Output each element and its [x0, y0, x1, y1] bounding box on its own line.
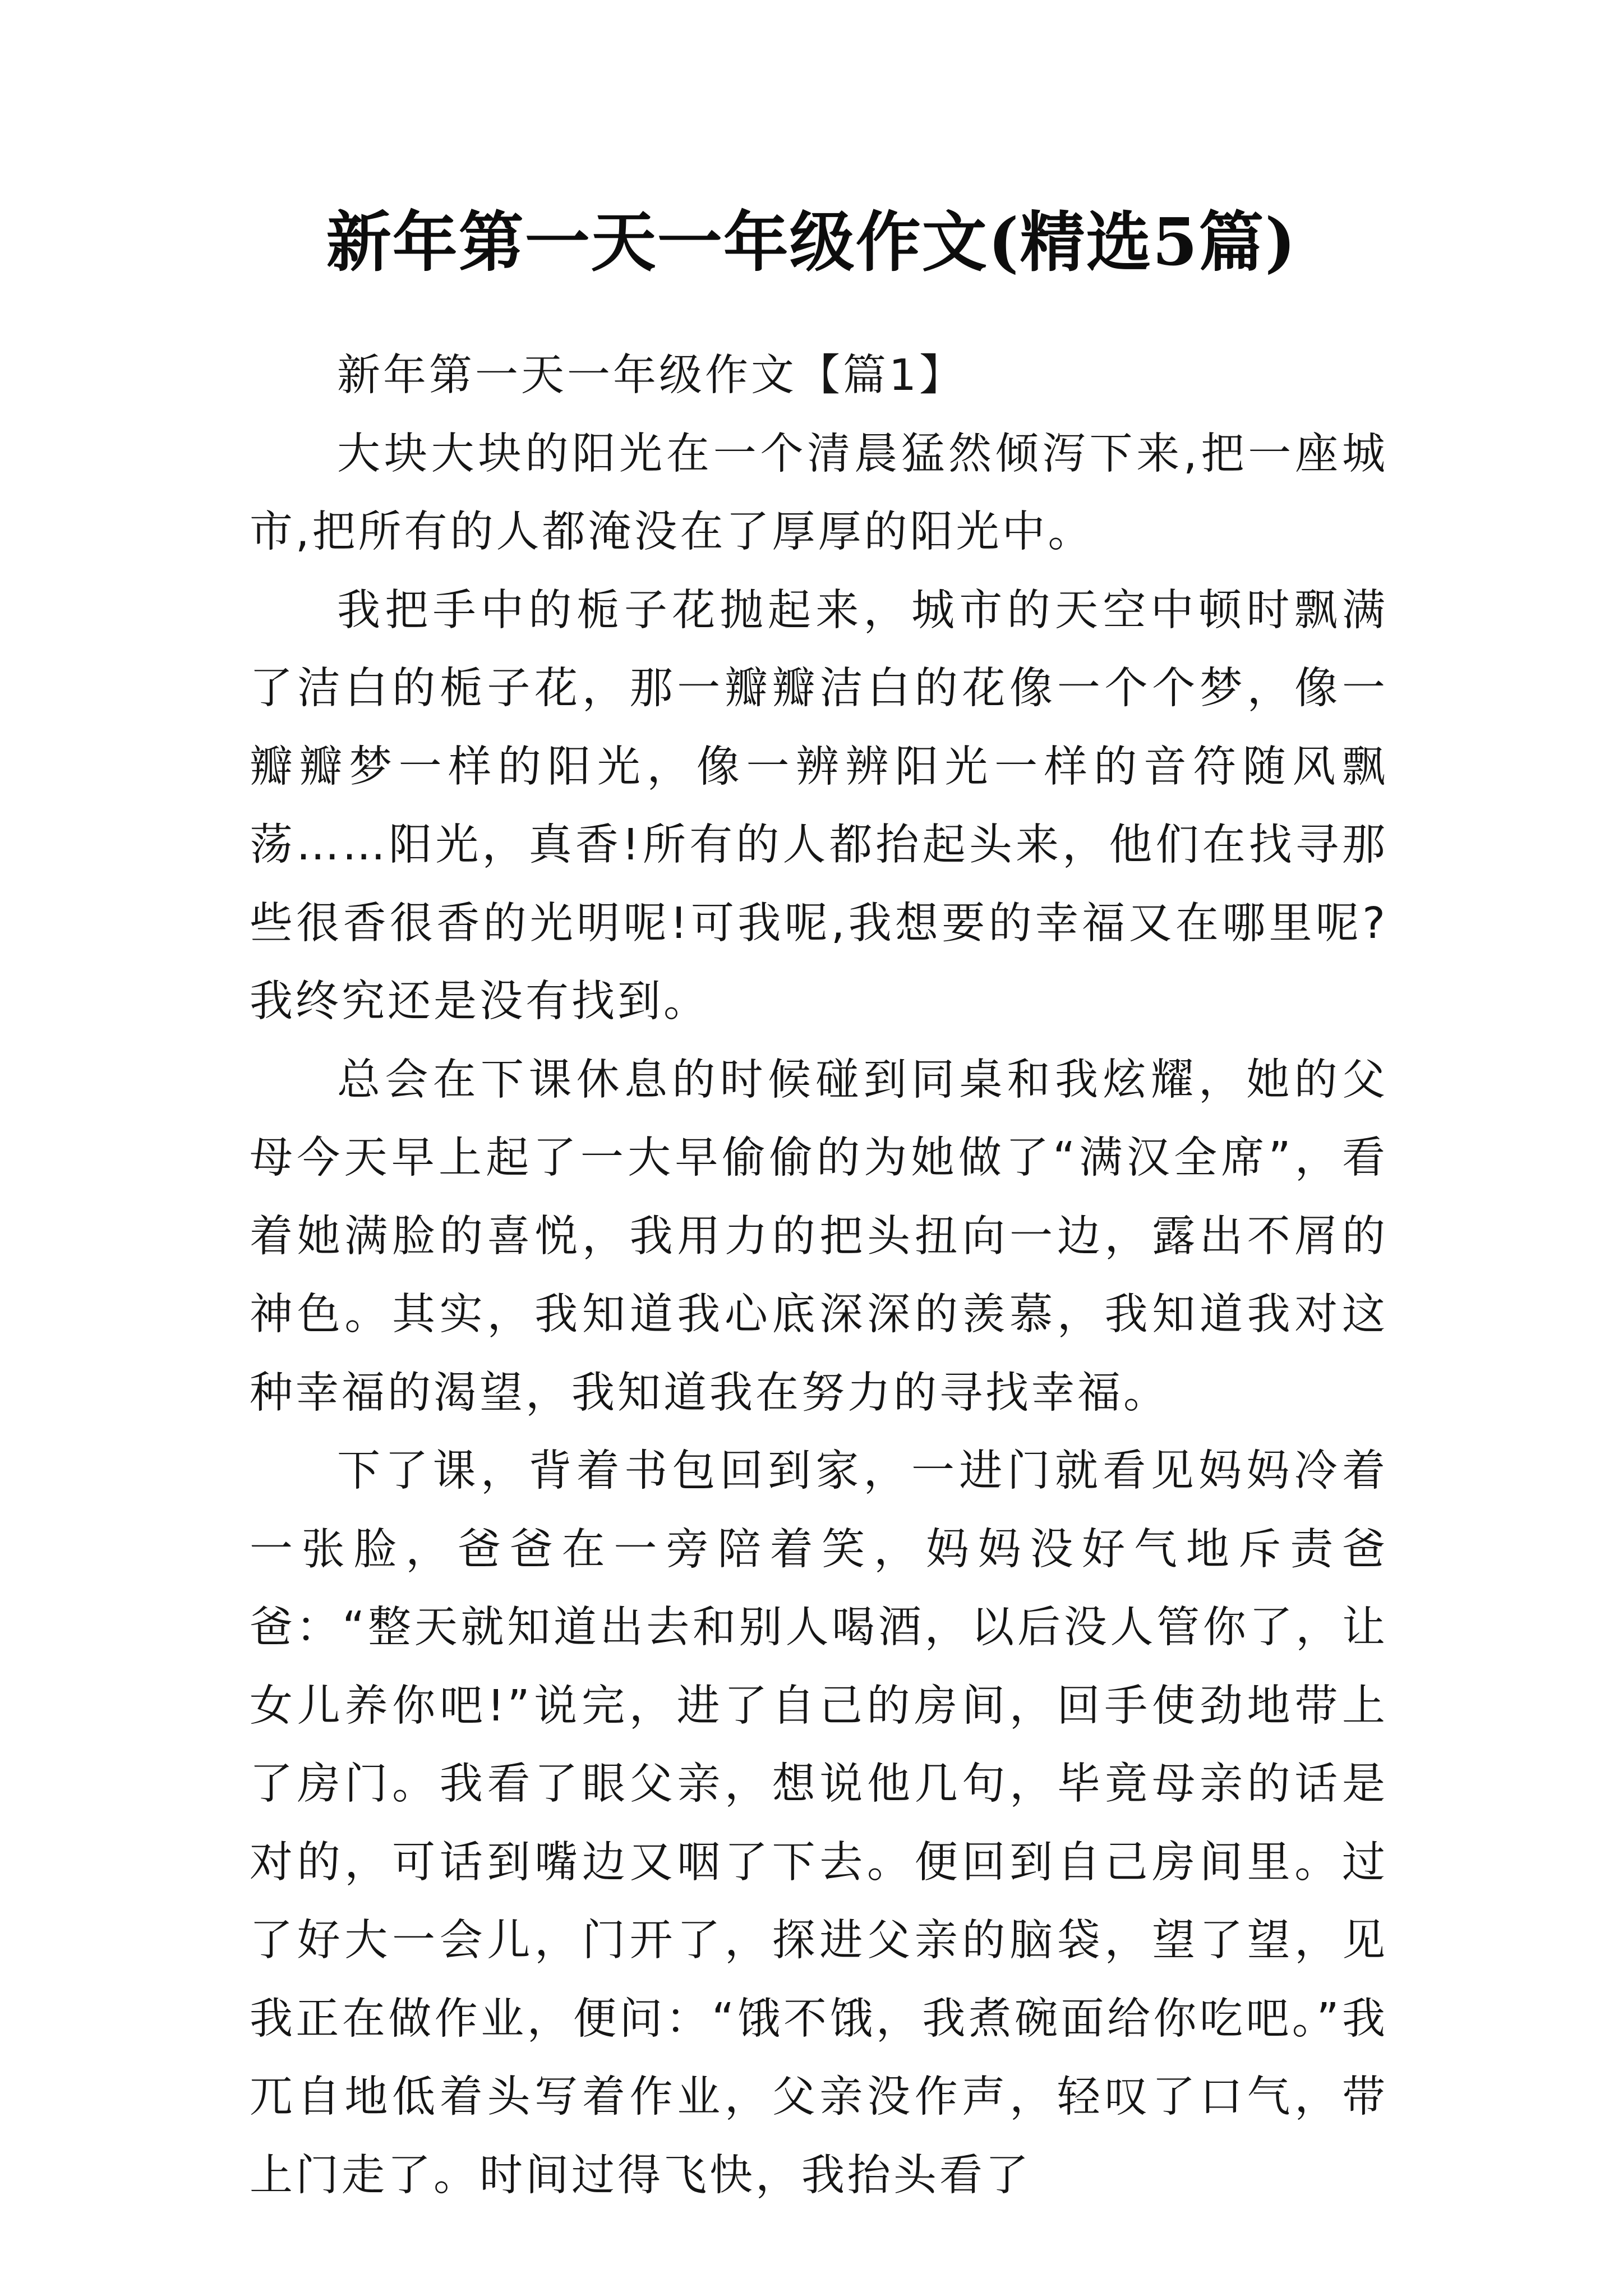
paragraph: 下了课，背着书包回到家，一进门就看见妈妈冷着一张脸，爸爸在一旁陪着笑，妈妈没好气地斥责爸爸：“整天就知道出去和别人喝酒，以后没人管你了，让女儿养你吧!”说完，进了自己的房间，回手使劲地带上了房门。我看了眼父亲，想说他几句，毕竟母亲的话是对的，可话到嘴边又咽了下去。便回到自己房间里。过了好大一会儿，门开了，探进父亲的脑袋，望了望，见我正在做作业，便问：“饿不饿，我煮碗面给你吃吧。”我兀自地低着头写着作业，父亲没作声，轻叹了口气，带上门走了。时间过得飞快，我抬头看了: [250, 1446, 1388, 2201]
paragraph: 大块大块的阳光在一个清晨猛然倾泻下来,把一座城市,把所有的人都淹没在了厚厚的阳光中。: [250, 429, 1388, 557]
document-title: 新年第一天一年级作文(精选5篇): [326, 204, 1297, 280]
paragraph: 我把手中的栀子花抛起来，城市的天空中顿时飘满了洁白的栀子花，那一瓣瓣洁白的花像一个个梦，像一瓣瓣梦一样的阳光，像一辨辨阳光一样的音符随风飘荡……阳光，真香!所有的人都抬起头来，他们在找寻那些很香很香的光明呢!可我呢,我想要的幸福又在哪里呢?我终究还是没有找到。: [250, 585, 1388, 1027]
section-heading: 新年第一天一年级作文【篇1】: [337, 351, 965, 401]
document-body: [250, 337, 1388, 2215]
paragraph: 总会在下课休息的时候碰到同桌和我炫耀，她的父母今天早上起了一大早偷偷的为她做了“满汉全席”，看着她满脸的喜悦，我用力的把头扭向一边，露出不屑的神色。其实，我知道我心底深深的羡慕，我知道我对这种幸福的渴望，我知道我在努力的寻找幸福。: [250, 1055, 1388, 1418]
